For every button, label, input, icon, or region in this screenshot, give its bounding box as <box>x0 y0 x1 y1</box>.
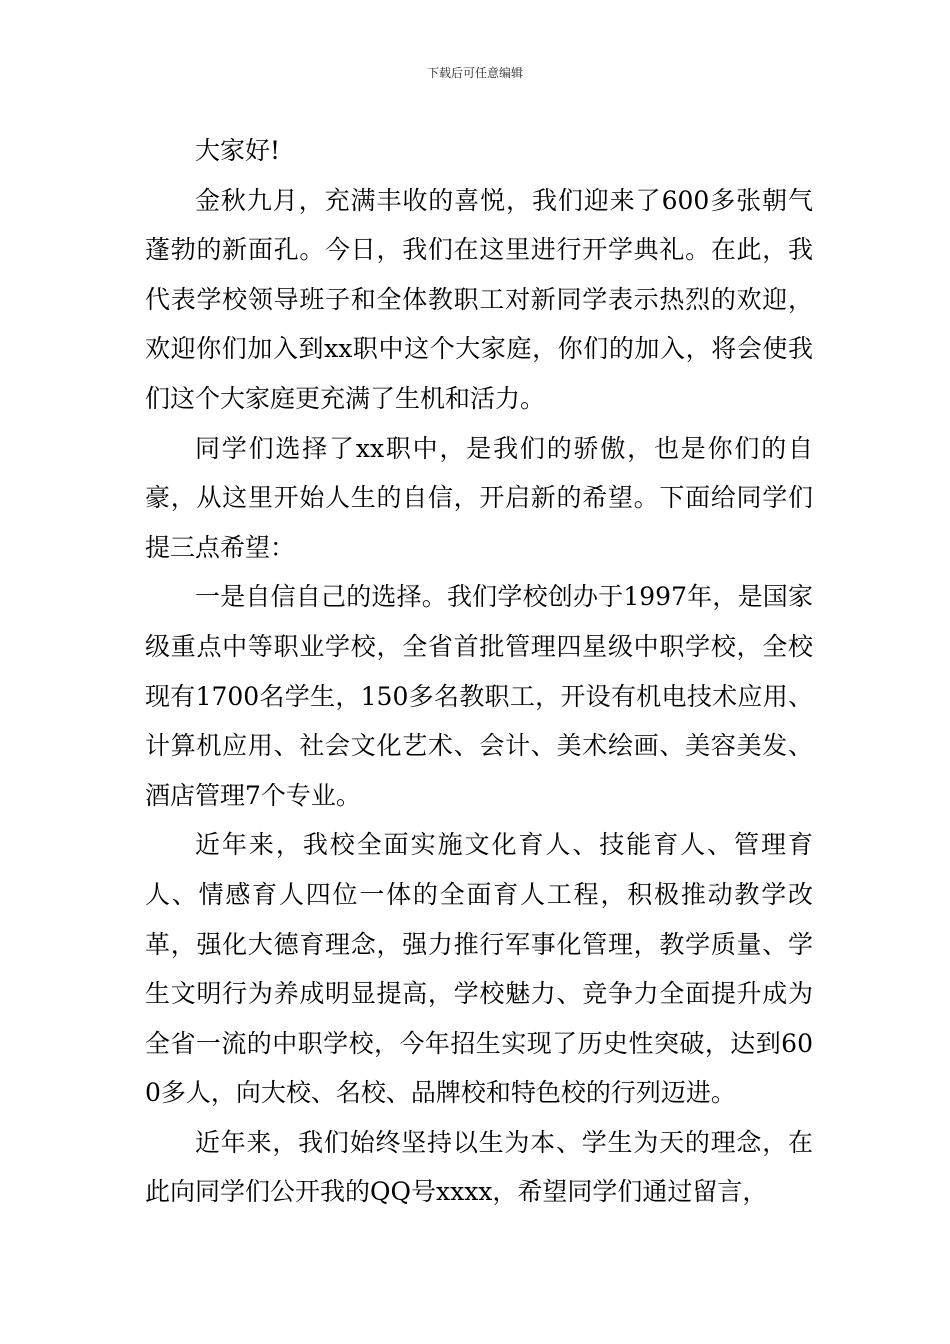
paragraph-hope-one: 一是自信自己的选择。我们学校创办于1997年，是国家级重点中等职业学校，全省首批管理四星级中职学校，全校现有1700名学生，150多名教职工，开设有机电技术应用、计算机应用、社会文化艺术、会计、美术绘画、美容美发、酒店管理7个专业。 <box>145 582 813 810</box>
document-body <box>145 126 813 1217</box>
paragraph-greeting: 大家好! <box>195 136 281 165</box>
page-header-note: 下载后可任意编辑 <box>426 66 523 80</box>
paragraph-hopes-intro: 同学们选择了xx职中，是我们的骄傲，也是你们的自豪，从这里开始人生的自信，开启新的希望。下面给同学们提三点希望： <box>145 433 813 562</box>
paragraph-achievements: 近年来，我校全面实施文化育人、技能育人、管理育人、情感育人四位一体的全面育人工程，积极推动教学改革，强化大德育理念，强力推行军事化管理，教学质量、学生文明行为养成明显提高，学校魅力、竞争力全面提升成为全省一流的中职学校，今年招生实现了历史性突破，达到600多人，向大校、名校、品牌校和特色校的行列迈进。 <box>145 830 813 1108</box>
paragraph-welcome: 金秋九月，充满丰收的喜悦，我们迎来了600多张朝气蓬勃的新面孔。今日，我们在这里进行开学典礼。在此，我代表学校领导班子和全体教职工对新同学表示热烈的欢迎，欢迎你们加入到xx职中这个大家庭，你们的加入，将会使我们这个大家庭更充满了生机和活力。 <box>145 185 813 413</box>
paragraph-student-first: 近年来，我们始终坚持以生为本、学生为天的理念，在此向同学们公开我的QQ号xxxx，希望同学们通过留言， <box>145 1127 813 1207</box>
